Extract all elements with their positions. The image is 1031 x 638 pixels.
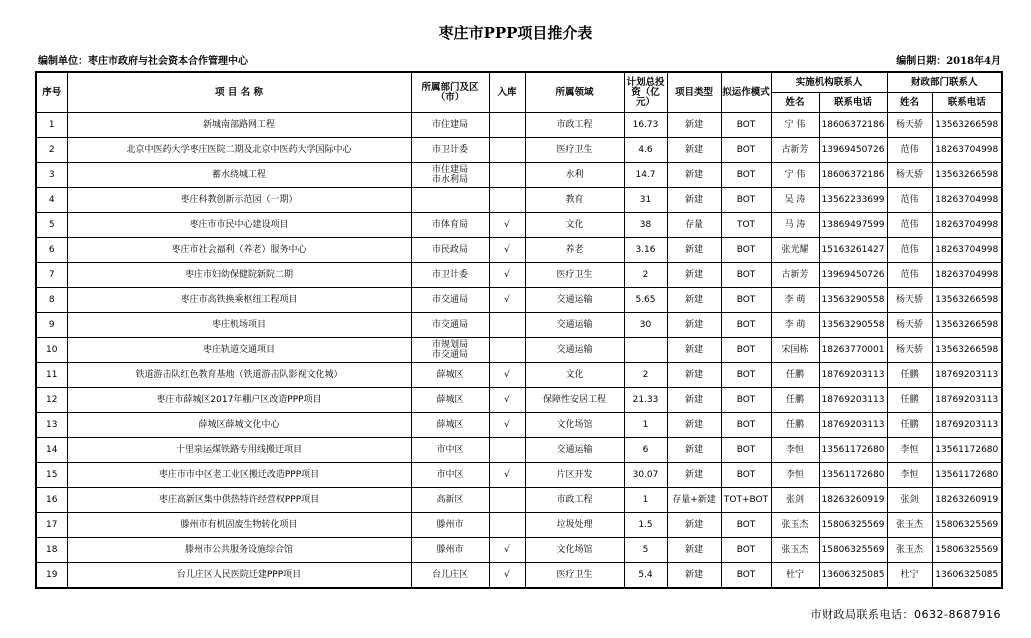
compiler-label: 编制单位：枣庄市政府与社会资本合作管理中心 bbox=[38, 56, 248, 67]
cell-seq: 7 bbox=[36, 263, 67, 288]
cell-seq: 12 bbox=[36, 388, 67, 413]
table-row bbox=[36, 513, 1002, 538]
cell-seq: 15 bbox=[36, 463, 67, 488]
cell-impl-phone: 13869497599 bbox=[819, 213, 887, 238]
cell-investment: 30.07 bbox=[624, 463, 667, 488]
cell-field: 交通运输 bbox=[525, 438, 624, 463]
cell-impl-person: 李恒 bbox=[771, 438, 819, 463]
cell-investment: 1.5 bbox=[624, 513, 667, 538]
cell-investment: 21.33 bbox=[624, 388, 667, 413]
cell-name: 枣庄机场项目 bbox=[67, 313, 411, 338]
table-row bbox=[36, 413, 1002, 438]
cell-fin-person: 杨天骄 bbox=[887, 288, 932, 313]
table-row bbox=[36, 438, 1002, 463]
cell-seq: 10 bbox=[36, 338, 67, 363]
cell-fin-phone: 13563266598 bbox=[932, 313, 1002, 338]
cell-fin-person: 范伟 bbox=[887, 188, 932, 213]
header-investment: 计划总投资（亿元） bbox=[624, 72, 667, 113]
table-row bbox=[36, 488, 1002, 513]
cell-impl-person: 吴 涛 bbox=[771, 188, 819, 213]
header-dept: 所属部门及区（市） bbox=[411, 72, 489, 113]
cell-impl-phone: 13606325085 bbox=[819, 563, 887, 589]
cell-fin-person: 张玉杰 bbox=[887, 538, 932, 563]
cell-impl-person: 任鹏 bbox=[771, 413, 819, 438]
header-seq: 序号 bbox=[36, 72, 67, 113]
table-row bbox=[36, 538, 1002, 563]
table-row bbox=[36, 363, 1002, 388]
cell-storage bbox=[489, 138, 525, 163]
cell-field: 水利 bbox=[525, 163, 624, 188]
cell-fin-person: 张玉杰 bbox=[887, 513, 932, 538]
cell-impl-person: 宋国栋 bbox=[771, 338, 819, 363]
cell-field: 文化场馆 bbox=[525, 538, 624, 563]
cell-storage: √ bbox=[489, 263, 525, 288]
table-row bbox=[36, 163, 1002, 188]
cell-impl-phone: 18263260919 bbox=[819, 488, 887, 513]
cell-fin-phone: 18263704998 bbox=[932, 188, 1002, 213]
table-row bbox=[36, 463, 1002, 488]
cell-impl-phone: 13563290558 bbox=[819, 313, 887, 338]
cell-fin-phone: 18769203113 bbox=[932, 363, 1002, 388]
cell-fin-phone: 13563266598 bbox=[932, 288, 1002, 313]
cell-dept: 高新区 bbox=[411, 488, 489, 513]
cell-dept: 市卫计委 bbox=[411, 138, 489, 163]
cell-investment: 5.65 bbox=[624, 288, 667, 313]
cell-type: 新建 bbox=[667, 538, 721, 563]
cell-type: 新建 bbox=[667, 413, 721, 438]
cell-impl-phone: 13563290558 bbox=[819, 288, 887, 313]
cell-name: 北京中医药大学枣庄医院二期及北京中医药大学国际中心 bbox=[67, 138, 411, 163]
cell-dept: 市住建局 市水利局 bbox=[411, 163, 489, 188]
cell-name: 枣庄科教创新示范园（一期） bbox=[67, 188, 411, 213]
cell-storage bbox=[489, 513, 525, 538]
cell-storage bbox=[489, 163, 525, 188]
cell-seq: 6 bbox=[36, 238, 67, 263]
cell-type: 新建 bbox=[667, 263, 721, 288]
cell-seq: 3 bbox=[36, 163, 67, 188]
cell-type: 存量 bbox=[667, 213, 721, 238]
cell-fin-person: 杨天骄 bbox=[887, 313, 932, 338]
cell-impl-person: 古新芳 bbox=[771, 263, 819, 288]
cell-impl-person: 任鹏 bbox=[771, 363, 819, 388]
cell-fin-phone: 13563266598 bbox=[932, 163, 1002, 188]
cell-impl-person: 杜宁 bbox=[771, 563, 819, 589]
cell-fin-phone: 18263260919 bbox=[932, 488, 1002, 513]
cell-fin-phone: 13606325085 bbox=[932, 563, 1002, 589]
cell-name: 枣庄市社会福利（养老）服务中心 bbox=[67, 238, 411, 263]
cell-name: 枣庄市高铁换乘枢纽工程项目 bbox=[67, 288, 411, 313]
cell-type: 新建 bbox=[667, 338, 721, 363]
cell-dept: 市交通局 bbox=[411, 288, 489, 313]
cell-seq: 17 bbox=[36, 513, 67, 538]
cell-storage: √ bbox=[489, 288, 525, 313]
cell-investment: 5 bbox=[624, 538, 667, 563]
table-row bbox=[36, 338, 1002, 363]
cell-seq: 1 bbox=[36, 113, 67, 138]
cell-fin-phone: 18263704998 bbox=[932, 263, 1002, 288]
cell-impl-person: 宁 伟 bbox=[771, 113, 819, 138]
cell-investment: 38 bbox=[624, 213, 667, 238]
cell-investment: 2 bbox=[624, 363, 667, 388]
cell-investment: 3.16 bbox=[624, 238, 667, 263]
cell-mode: TOT+BOT bbox=[721, 488, 771, 513]
cell-impl-person: 张玉杰 bbox=[771, 513, 819, 538]
cell-impl-phone: 15163261427 bbox=[819, 238, 887, 263]
cell-name: 十里泉运煤铁路专用线搬迁项目 bbox=[67, 438, 411, 463]
cell-name: 滕州市有机固废生物转化项目 bbox=[67, 513, 411, 538]
cell-impl-person: 李恒 bbox=[771, 463, 819, 488]
cell-impl-person: 张玉杰 bbox=[771, 538, 819, 563]
cell-name: 台儿庄区人民医院迁建PPP项目 bbox=[67, 563, 411, 589]
table-row bbox=[36, 563, 1002, 589]
cell-impl-phone: 15806325569 bbox=[819, 513, 887, 538]
table-row bbox=[36, 388, 1002, 413]
cell-fin-person: 任鹏 bbox=[887, 363, 932, 388]
cell-type: 新建 bbox=[667, 288, 721, 313]
cell-dept: 市民政局 bbox=[411, 238, 489, 263]
cell-impl-phone: 18606372186 bbox=[819, 163, 887, 188]
cell-mode: BOT bbox=[721, 513, 771, 538]
cell-impl-phone: 15806325569 bbox=[819, 538, 887, 563]
cell-seq: 5 bbox=[36, 213, 67, 238]
cell-investment: 6 bbox=[624, 438, 667, 463]
cell-dept: 市住建局 bbox=[411, 113, 489, 138]
cell-impl-person: 张剑 bbox=[771, 488, 819, 513]
cell-field: 交通运输 bbox=[525, 288, 624, 313]
cell-fin-person: 张剑 bbox=[887, 488, 932, 513]
cell-field: 文化 bbox=[525, 213, 624, 238]
cell-type: 新建 bbox=[667, 313, 721, 338]
page-title: 枣庄市PPP项目推介表 bbox=[438, 24, 593, 42]
cell-dept: 市中区 bbox=[411, 463, 489, 488]
cell-fin-person: 杨天骄 bbox=[887, 338, 932, 363]
cell-investment: 31 bbox=[624, 188, 667, 213]
cell-mode: BOT bbox=[721, 463, 771, 488]
cell-fin-phone: 13563266598 bbox=[932, 113, 1002, 138]
cell-field: 垃圾处理 bbox=[525, 513, 624, 538]
cell-fin-person: 任鹏 bbox=[887, 388, 932, 413]
cell-field: 医疗卫生 bbox=[525, 563, 624, 589]
cell-mode: BOT bbox=[721, 413, 771, 438]
cell-fin-person: 任鹏 bbox=[887, 413, 932, 438]
cell-fin-person: 杜宁 bbox=[887, 563, 932, 589]
cell-seq: 19 bbox=[36, 563, 67, 589]
cell-seq: 16 bbox=[36, 488, 67, 513]
cell-fin-phone: 13563266598 bbox=[932, 338, 1002, 363]
cell-fin-phone: 15806325569 bbox=[932, 538, 1002, 563]
header-field: 所属领域 bbox=[525, 72, 624, 113]
cell-type: 新建 bbox=[667, 238, 721, 263]
header-fin-person: 姓名 bbox=[887, 93, 932, 113]
cell-type: 新建 bbox=[667, 138, 721, 163]
cell-storage bbox=[489, 438, 525, 463]
cell-fin-person: 李恒 bbox=[887, 463, 932, 488]
cell-impl-phone: 13969450726 bbox=[819, 138, 887, 163]
cell-dept: 薛城区 bbox=[411, 363, 489, 388]
cell-field: 教育 bbox=[525, 188, 624, 213]
cell-investment: 16.73 bbox=[624, 113, 667, 138]
cell-seq: 18 bbox=[36, 538, 67, 563]
table-row bbox=[36, 288, 1002, 313]
cell-impl-person: 李 萌 bbox=[771, 313, 819, 338]
cell-dept: 薛城区 bbox=[411, 413, 489, 438]
cell-type: 新建 bbox=[667, 388, 721, 413]
cell-seq: 4 bbox=[36, 188, 67, 213]
cell-fin-person: 李恒 bbox=[887, 438, 932, 463]
table-row bbox=[36, 213, 1002, 238]
cell-field: 文化场馆 bbox=[525, 413, 624, 438]
cell-fin-phone: 18263704998 bbox=[932, 213, 1002, 238]
cell-dept: 市交通局 bbox=[411, 313, 489, 338]
cell-impl-person: 张光耀 bbox=[771, 238, 819, 263]
cell-fin-phone: 18263704998 bbox=[932, 238, 1002, 263]
cell-mode: BOT bbox=[721, 163, 771, 188]
cell-fin-phone: 15806325569 bbox=[932, 513, 1002, 538]
header-fin-phone: 联系电话 bbox=[932, 93, 1002, 113]
cell-investment: 1 bbox=[624, 488, 667, 513]
cell-mode: BOT bbox=[721, 263, 771, 288]
cell-impl-phone: 13561172680 bbox=[819, 463, 887, 488]
cell-seq: 13 bbox=[36, 413, 67, 438]
cell-dept: 市卫计委 bbox=[411, 263, 489, 288]
cell-type: 新建 bbox=[667, 113, 721, 138]
cell-investment bbox=[624, 338, 667, 363]
header-storage: 入库 bbox=[489, 72, 525, 113]
cell-field: 市政工程 bbox=[525, 488, 624, 513]
cell-investment: 30 bbox=[624, 313, 667, 338]
cell-name: 枣庄市市民中心建设项目 bbox=[67, 213, 411, 238]
cell-storage: √ bbox=[489, 388, 525, 413]
cell-dept: 市体育局 bbox=[411, 213, 489, 238]
cell-type: 新建 bbox=[667, 438, 721, 463]
table-row bbox=[36, 138, 1002, 163]
table-row bbox=[36, 113, 1002, 138]
cell-dept: 滕州市 bbox=[411, 538, 489, 563]
cell-field: 交通运输 bbox=[525, 313, 624, 338]
cell-storage bbox=[489, 313, 525, 338]
cell-field: 交通运输 bbox=[525, 338, 624, 363]
cell-field: 保障性安居工程 bbox=[525, 388, 624, 413]
table-body bbox=[36, 113, 1002, 589]
cell-type: 新建 bbox=[667, 463, 721, 488]
date-label: 编制日期：2018年4月 bbox=[896, 56, 1001, 67]
cell-dept: 市规划局 市交通局 bbox=[411, 338, 489, 363]
cell-fin-phone: 13561172680 bbox=[932, 438, 1002, 463]
cell-impl-phone: 18263770001 bbox=[819, 338, 887, 363]
cell-field: 养老 bbox=[525, 238, 624, 263]
cell-type: 新建 bbox=[667, 188, 721, 213]
cell-mode: BOT bbox=[721, 388, 771, 413]
project-table bbox=[35, 71, 1003, 589]
header-type: 项目类型 bbox=[667, 72, 721, 113]
cell-fin-phone: 18769203113 bbox=[932, 413, 1002, 438]
cell-seq: 2 bbox=[36, 138, 67, 163]
cell-impl-phone: 13561172680 bbox=[819, 438, 887, 463]
cell-mode: BOT bbox=[721, 363, 771, 388]
cell-storage: √ bbox=[489, 213, 525, 238]
cell-investment: 4.6 bbox=[624, 138, 667, 163]
cell-fin-phone: 18263704998 bbox=[932, 138, 1002, 163]
cell-storage: √ bbox=[489, 238, 525, 263]
cell-investment: 1 bbox=[624, 413, 667, 438]
cell-storage: √ bbox=[489, 463, 525, 488]
header-impl-phone: 联系电话 bbox=[819, 93, 887, 113]
cell-fin-person: 范伟 bbox=[887, 238, 932, 263]
cell-storage bbox=[489, 488, 525, 513]
cell-fin-person: 杨天骄 bbox=[887, 163, 932, 188]
cell-mode: BOT bbox=[721, 138, 771, 163]
cell-field: 医疗卫生 bbox=[525, 263, 624, 288]
cell-name: 薛城区薛城文化中心 bbox=[67, 413, 411, 438]
cell-mode: BOT bbox=[721, 188, 771, 213]
cell-impl-person: 任鹏 bbox=[771, 388, 819, 413]
cell-mode: BOT bbox=[721, 438, 771, 463]
cell-type: 新建 bbox=[667, 513, 721, 538]
cell-impl-phone: 13562233699 bbox=[819, 188, 887, 213]
cell-seq: 9 bbox=[36, 313, 67, 338]
cell-fin-person: 杨天骄 bbox=[887, 113, 932, 138]
cell-mode: BOT bbox=[721, 563, 771, 589]
cell-field: 市政工程 bbox=[525, 113, 624, 138]
cell-impl-phone: 18769203113 bbox=[819, 388, 887, 413]
cell-type: 新建 bbox=[667, 363, 721, 388]
header-finance-contact: 财政部门联系人 bbox=[887, 72, 1002, 93]
cell-name: 枣庄市市中区老工业区搬迁改造PPP项目 bbox=[67, 463, 411, 488]
cell-name: 枣庄轨道交通项目 bbox=[67, 338, 411, 363]
cell-investment: 14.7 bbox=[624, 163, 667, 188]
cell-dept: 台儿庄区 bbox=[411, 563, 489, 589]
header-impl-person: 姓名 bbox=[771, 93, 819, 113]
cell-fin-phone: 18769203113 bbox=[932, 388, 1002, 413]
cell-storage: √ bbox=[489, 538, 525, 563]
header-mode: 拟运作模式 bbox=[721, 72, 771, 113]
cell-fin-person: 范伟 bbox=[887, 213, 932, 238]
cell-mode: BOT bbox=[721, 338, 771, 363]
cell-storage bbox=[489, 188, 525, 213]
cell-mode: BOT bbox=[721, 238, 771, 263]
cell-fin-phone: 13561172680 bbox=[932, 463, 1002, 488]
cell-name: 枣庄高新区集中供热特许经营权PPP项目 bbox=[67, 488, 411, 513]
table-row bbox=[36, 238, 1002, 263]
cell-type: 新建 bbox=[667, 163, 721, 188]
cell-name: 铁道游击队红色教育基地（铁道游击队影视文化城） bbox=[67, 363, 411, 388]
cell-mode: BOT bbox=[721, 288, 771, 313]
cell-fin-person: 范伟 bbox=[887, 263, 932, 288]
cell-mode: TOT bbox=[721, 213, 771, 238]
cell-name: 新城南部路网工程 bbox=[67, 113, 411, 138]
cell-seq: 8 bbox=[36, 288, 67, 313]
header-name: 项 目 名 称 bbox=[67, 72, 411, 113]
cell-dept: 滕州市 bbox=[411, 513, 489, 538]
cell-seq: 14 bbox=[36, 438, 67, 463]
cell-impl-phone: 18769203113 bbox=[819, 413, 887, 438]
cell-storage bbox=[489, 338, 525, 363]
cell-field: 片区开发 bbox=[525, 463, 624, 488]
cell-storage: √ bbox=[489, 363, 525, 388]
cell-field: 医疗卫生 bbox=[525, 138, 624, 163]
cell-investment: 2 bbox=[624, 263, 667, 288]
cell-impl-phone: 13969450726 bbox=[819, 263, 887, 288]
cell-impl-person: 古新芳 bbox=[771, 138, 819, 163]
cell-dept: 薛城区 bbox=[411, 388, 489, 413]
table-row bbox=[36, 188, 1002, 213]
cell-impl-person: 宁 伟 bbox=[771, 163, 819, 188]
footer-phone: 市财政局联系电话：0632-8687916 bbox=[810, 608, 1001, 621]
cell-storage: √ bbox=[489, 563, 525, 589]
cell-mode: BOT bbox=[721, 313, 771, 338]
table-row bbox=[36, 263, 1002, 288]
cell-seq: 11 bbox=[36, 363, 67, 388]
header-impl-contact: 实施机构联系人 bbox=[771, 72, 887, 93]
cell-name: 枣庄市妇幼保健院新院二期 bbox=[67, 263, 411, 288]
cell-mode: BOT bbox=[721, 113, 771, 138]
cell-impl-person: 李 萌 bbox=[771, 288, 819, 313]
cell-storage: √ bbox=[489, 413, 525, 438]
cell-name: 滕州市公共服务设施综合馆 bbox=[67, 538, 411, 563]
cell-storage bbox=[489, 113, 525, 138]
cell-name: 枣庄市薛城区2017年棚户区改造PPP项目 bbox=[67, 388, 411, 413]
cell-dept: 市中区 bbox=[411, 438, 489, 463]
cell-impl-person: 马 涛 bbox=[771, 213, 819, 238]
cell-impl-phone: 18606372186 bbox=[819, 113, 887, 138]
cell-type: 新建 bbox=[667, 563, 721, 589]
cell-type: 存量+新建 bbox=[667, 488, 721, 513]
cell-field: 文化 bbox=[525, 363, 624, 388]
cell-investment: 5.4 bbox=[624, 563, 667, 589]
cell-dept bbox=[411, 188, 489, 213]
cell-fin-person: 范伟 bbox=[887, 138, 932, 163]
cell-impl-phone: 18769203113 bbox=[819, 363, 887, 388]
table-row bbox=[36, 313, 1002, 338]
cell-mode: BOT bbox=[721, 538, 771, 563]
cell-name: 蓄水绕城工程 bbox=[67, 163, 411, 188]
